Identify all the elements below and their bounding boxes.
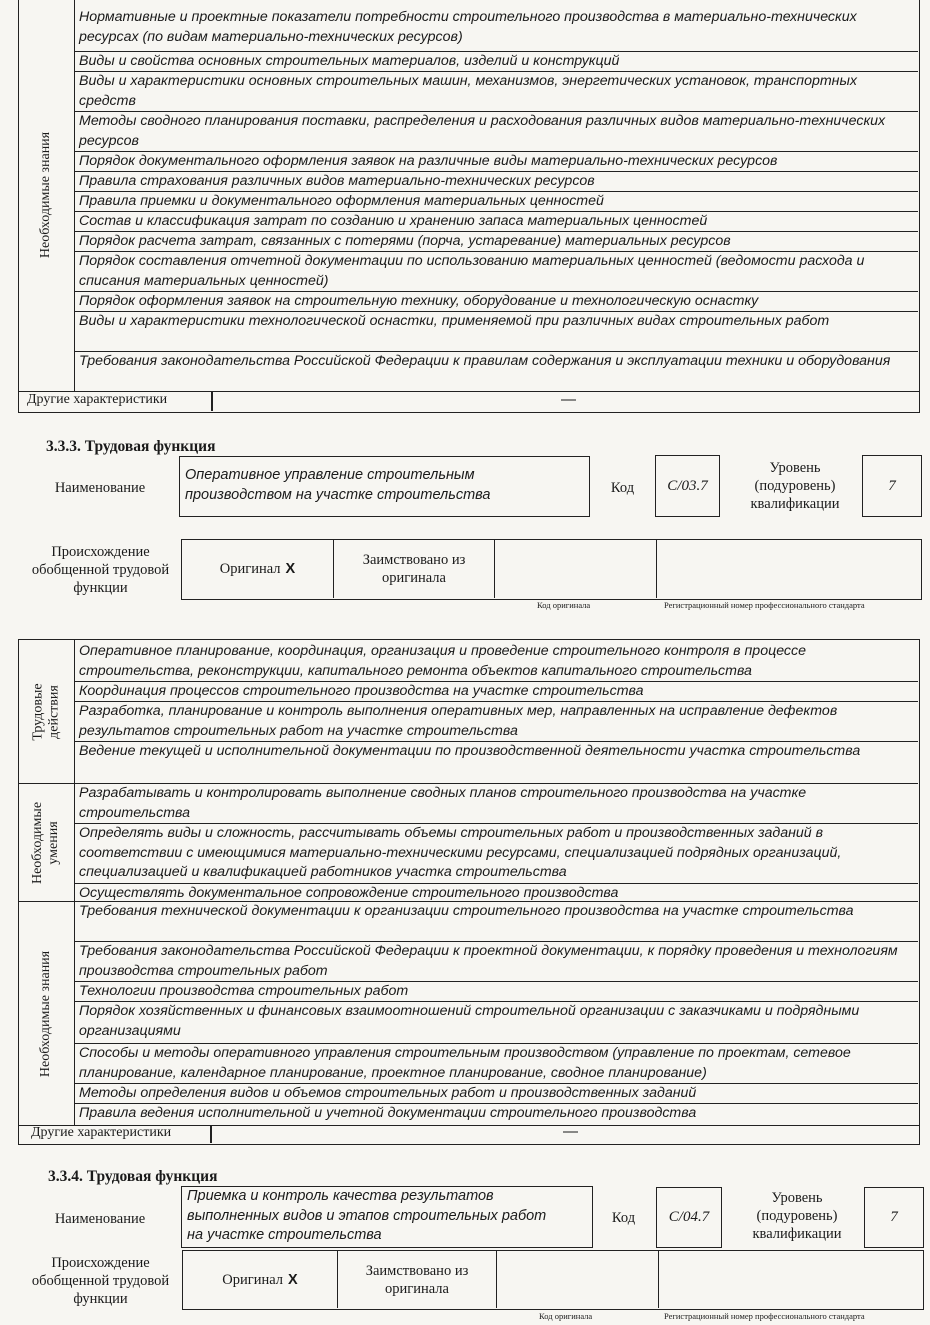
borrowed-label: Заимствовано из оригинала (362, 552, 466, 586)
other-characteristics-value: — (563, 1123, 578, 1140)
borrowed-cell (334, 540, 495, 598)
borrowed-cell (338, 1251, 497, 1308)
knowledge-row: Порядок составления отчетной документации по использованию материальных ценностей (ведомости расхода и списания материальных ценностей) (75, 252, 918, 292)
original-cell (182, 540, 334, 598)
section-heading-334: 3.3.4. Трудовая функция (48, 1168, 218, 1185)
knowledge-row: Состав и классификация затрат по созданию и хранению запаса материальных ценностей (75, 212, 918, 232)
skill-row: Разрабатывать и контролировать выполнение сводных планов строительного производства на участке строительства (75, 784, 918, 824)
other-characteristics-label: Другие характеристики (27, 392, 168, 407)
caption-original-code: Код оригинала (537, 600, 591, 610)
original-label: Оригинал (219, 561, 281, 577)
other-characteristics-label: Другие характеристики (31, 1125, 172, 1140)
level-value: 7 (862, 455, 922, 517)
origin-table (182, 1250, 924, 1310)
code-value: С/04.7 (656, 1187, 722, 1248)
registration-number-cell (657, 540, 920, 598)
registration-number-cell (659, 1251, 922, 1308)
knowledge-row: Методы сводного планирования поставки, распределения и расходования различных видов материально-технических ресурсов (75, 112, 918, 152)
other-characteristics-row-bottom (18, 1125, 920, 1145)
section-label-text: Трудовые действия (30, 682, 62, 741)
code-label: Код (611, 1210, 636, 1226)
original-cell (183, 1251, 338, 1308)
origin-label: Происхождение обобщенной трудовой функции (31, 1255, 170, 1307)
origin-table (181, 539, 922, 600)
labor-action-row: Оперативное планирование, координация, организация и проведение строительного контроля в процессе строительства, реконструкции, капитального ремонта объектов капитального строительства (75, 640, 918, 682)
labor-action-row: Ведение текущей и исполнительной документации по производственной деятельности участка строительства (75, 742, 918, 784)
knowledge-row: Порядок хозяйственных и финансовых взаимоотношений строительной организации с заказчиками и подрядными организациями (75, 1002, 918, 1044)
knowledge-row: Порядок оформления заявок на строительную технику, оборудование и технологическую оснастку (75, 292, 918, 312)
function-name-field: Оперативное управление строительным производством на участке строительства (179, 456, 590, 517)
skill-row: Осуществлять документальное сопровождение строительного производства (75, 884, 918, 902)
borrowed-label: Заимствовано из оригинала (365, 1262, 469, 1297)
caption-registration-number: Регистрационный номер профессионального стандарта (664, 600, 865, 610)
section-label-knowledge (19, 0, 75, 391)
original-code-cell (495, 540, 657, 598)
section-label-labor-actions (19, 640, 75, 784)
level-value: 7 (864, 1187, 924, 1248)
knowledge-row: Виды и характеристики основных строительных машин, механизмов, энергетических установок, транспортных средств (75, 72, 918, 112)
other-characteristics-value: — (561, 391, 576, 408)
original-label: Оригинал (222, 1271, 284, 1288)
knowledge-row: Способы и методы оперативного управления строительным производством (управление по проектам, сетевое планирование, календарное планирование, проектное планирование, сводное планирование) (75, 1044, 918, 1084)
knowledge-row: Виды и характеристики технологической оснастки, применяемой при различных видах строительных работ (75, 312, 918, 352)
code-value: С/03.7 (655, 455, 720, 517)
knowledge-row: Требования законодательства Российской Федерации к правилам содержания и эксплуатации техники и оборудования (79, 353, 891, 369)
caption-original-code: Код оригинала (539, 1311, 593, 1321)
knowledge-row: Требования законодательства Российской Федерации к проектной документации, к порядку проведения и технологиям производства строительных работ (75, 942, 918, 982)
section-label-required-skills (19, 784, 75, 902)
name-label: Наименование (54, 480, 146, 496)
level-label: Уровень (подуровень) квалификации (750, 460, 840, 512)
knowledge-table-top (18, 0, 920, 392)
knowledge-row: Правила приемки и документального оформления материальных ценностей (75, 192, 918, 212)
knowledge-row: Правила ведения исполнительной и учетной документации строительного производства (79, 1105, 697, 1121)
column-divider (210, 1125, 212, 1143)
section-label-required-knowledge (19, 902, 75, 1125)
name-label: Наименование (54, 1211, 146, 1227)
knowledge-row: Технологии производства строительных работ (75, 982, 918, 1002)
knowledge-row: Методы определения видов и объемов строительных работ и производственных заданий (75, 1084, 918, 1104)
origin-label: Происхождение обобщенной трудовой функции (31, 544, 170, 596)
original-mark: Х (285, 561, 296, 577)
code-label: Код (610, 480, 635, 496)
function-name-field: Приемка и контроль качества результатов выполненных видов и этапов строительных работ на участке строительства (181, 1186, 593, 1248)
knowledge-row: Виды и свойства основных строительных материалов, изделий и конструкций (75, 52, 918, 72)
original-mark: Х (288, 1271, 298, 1288)
knowledge-row: Порядок документального оформления заявок на различные виды материально-технических ресурсов (75, 152, 918, 172)
section-label-text: Необходимые знания (38, 131, 54, 259)
level-label: Уровень (подуровень) квалификации (752, 1190, 842, 1242)
knowledge-row: Порядок расчета затрат, связанных с потерями (порча, устаревание) материальных ресурсов (75, 232, 918, 252)
column-divider (211, 391, 213, 411)
section-heading-333: 3.3.3. Трудовая функция (46, 438, 216, 455)
caption-registration-number: Регистрационный номер профессионального стандарта (664, 1311, 865, 1321)
skill-row: Определять виды и сложность, рассчитывать объемы строительных работ и производственных заданий в соответствии с имеющимися материально-техническими ресурсами, специализацией подрядных организаций, специализацией и квалификацией работников участка строительства (75, 824, 918, 884)
other-characteristics-row-top (18, 391, 920, 413)
section-label-text: Необходимые знания (38, 950, 54, 1077)
knowledge-row: Нормативные и проектные показатели потребности строительного производства в материально-технических ресурсах (по видам материально-технических ресурсов) (75, 0, 918, 52)
labor-functions-table (18, 639, 920, 1126)
section-label-text: Необходимые умения (30, 801, 62, 884)
knowledge-row: Требования технической документации к организации строительного производства на участке строительства (75, 902, 918, 942)
knowledge-row: Правила страхования различных видов материально-технических ресурсов (75, 172, 918, 192)
labor-action-row: Координация процессов строительного производства на участке строительства (75, 682, 918, 702)
original-code-cell (497, 1251, 659, 1308)
labor-action-row: Разработка, планирование и контроль выполнения оперативных мер, направленных на исправление дефектов результатов строительных работ на участке строительства (75, 702, 918, 742)
